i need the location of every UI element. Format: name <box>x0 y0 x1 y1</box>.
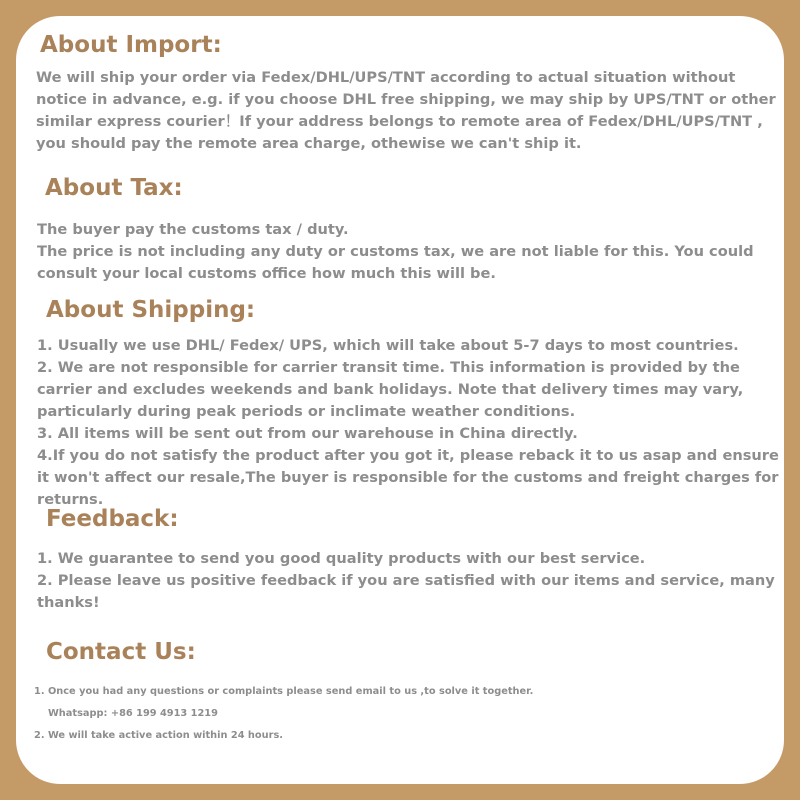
contact-us-text <box>34 681 784 747</box>
text-line: 1. Once you had any questions or complaints please send email to us ,to solve it together. <box>34 686 534 697</box>
text-line: 1. We guarantee to send you good quality products with our best service. <box>37 550 646 567</box>
about-tax-heading: About Tax: <box>45 175 183 201</box>
text-line: 2. We are not responsible for carrier transit time. This information is provided by the <box>37 359 740 376</box>
text-line: you should pay the remote area charge, othewise we can't ship it. <box>36 135 582 152</box>
about-import-heading: About Import: <box>40 32 222 58</box>
feedback-heading: Feedback: <box>46 506 179 532</box>
text-line: carrier and excludes weekends and bank holidays. Note that delivery times may vary, <box>37 381 744 398</box>
whatsapp-line: Whatsapp: +86 199 4913 1219 <box>48 708 218 719</box>
text-line: 4.If you do not satisfy the product after you got it, please reback it to us asap and ensure <box>37 447 779 464</box>
text-line: it won't affect our resale,The buyer is responsible for the customs and freight charges for <box>37 469 779 486</box>
text-line: consult your local customs office how much this will be. <box>37 265 496 282</box>
text-line: returns. <box>37 491 104 508</box>
text-line: The price is not including any duty or customs tax, we are not liable for this. You could <box>37 243 754 260</box>
text-line: 2. We will take active action within 24 hours. <box>34 730 283 741</box>
about-import-text <box>36 67 776 155</box>
text-line: thanks! <box>37 594 100 611</box>
about-shipping-text <box>37 335 777 511</box>
text-line: We will ship your order via Fedex/DHL/UPS/TNT according to actual situation without <box>36 69 736 86</box>
feedback-text <box>37 548 777 614</box>
text-line: 3. All items will be sent out from our warehouse in China directly. <box>37 425 578 442</box>
text-line: notice in advance, e.g. if you choose DHL free shipping, we may ship by UPS/TNT or other <box>36 91 776 108</box>
text-line: similar express courier！If your address belongs to remote area of Fedex/DHL/UPS/TNT , <box>36 113 763 130</box>
text-line: The buyer pay the customs tax / duty. <box>37 221 349 238</box>
about-shipping-heading: About Shipping: <box>46 297 256 323</box>
about-tax-text <box>37 219 777 285</box>
text-line: 2. Please leave us positive feedback if you are satisfied with our items and service, many <box>37 572 775 589</box>
contact-us-heading: Contact Us: <box>46 639 196 665</box>
text-line: particularly during peak periods or inclimate weather conditions. <box>37 403 576 420</box>
text-line: 1. Usually we use DHL/ Fedex/ UPS, which will take about 5-7 days to most countries. <box>37 337 739 354</box>
